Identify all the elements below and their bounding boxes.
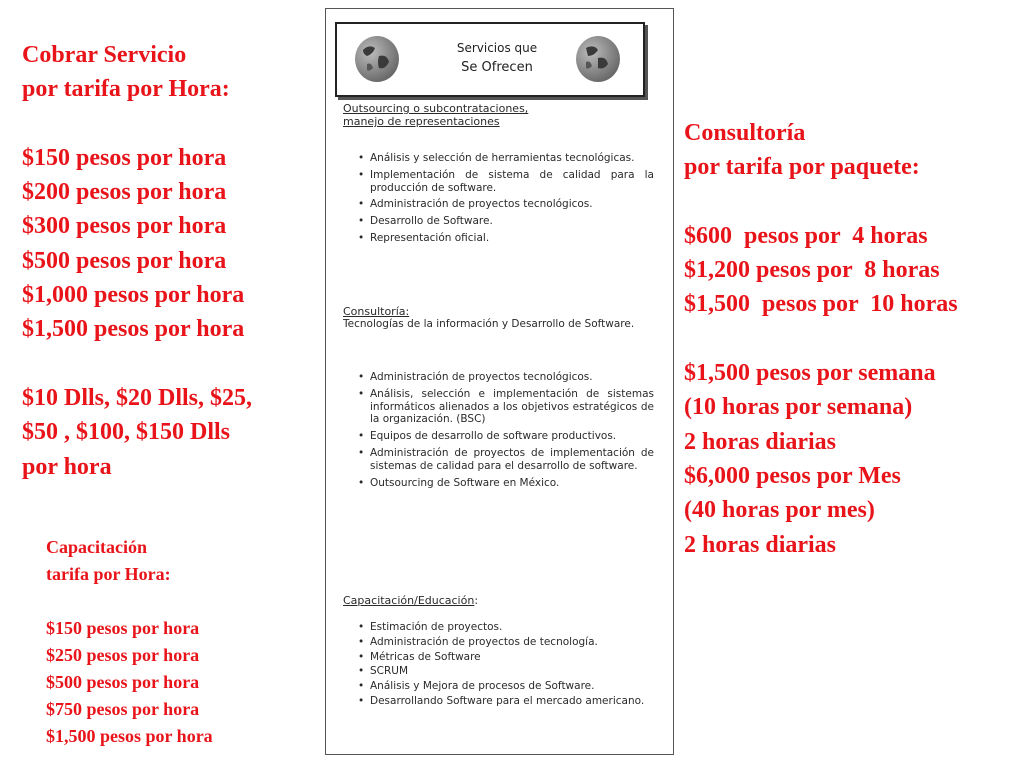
monthly-rate-line: 2 horas diarias xyxy=(684,531,837,558)
hourly-rate: $500 pesos por hora xyxy=(22,247,227,274)
capacitacion-section xyxy=(343,589,478,608)
package-rate: $1,200 pesos por 8 horas xyxy=(684,257,940,284)
training-rate: $250 pesos por hora xyxy=(46,645,200,665)
monthly-rate-line: (40 horas por mes) xyxy=(684,497,875,524)
dollar-rates-line: por hora xyxy=(22,453,112,480)
training-rate: $150 pesos por hora xyxy=(46,618,200,638)
list-item: • Administración de proyectos de tecnología. xyxy=(358,636,654,649)
hourly-rate: $1,000 pesos por hora xyxy=(22,282,245,309)
list-item: • Análisis, selección e implementación de sistemas informáticos alienados a los objetivos estratégicos de la organización. (BSC) xyxy=(358,388,654,426)
training-rate: $500 pesos por hora xyxy=(46,672,200,692)
brochure-title xyxy=(427,38,567,78)
hourly-rate: $1,500 pesos por hora xyxy=(22,316,245,343)
list-item: • SCRUM xyxy=(358,665,654,678)
list-item: • Administración de proyectos de implementación de sistemas de calidad para el desarrollo de software. xyxy=(358,447,654,473)
monthly-rate-line: $6,000 pesos por Mes xyxy=(684,462,901,489)
hourly-rate: $150 pesos por hora xyxy=(22,144,227,171)
capacitacion-heading: Capacitación/Educación xyxy=(343,594,475,607)
training-title: Capacitación xyxy=(46,537,147,557)
list-item: • Representación oficial. xyxy=(358,232,654,245)
list-item: • Equipos de desarrollo de software productivos. xyxy=(358,430,654,443)
consultoria-heading: Consultoría: xyxy=(343,305,410,318)
capacitacion-heading-colon: : xyxy=(474,594,479,607)
outsourcing-heading: manejo de representaciones xyxy=(343,115,500,128)
brochure-header xyxy=(335,22,645,97)
capacitacion-list xyxy=(358,621,654,710)
consulting-subtitle: por tarifa por paquete: xyxy=(684,154,920,181)
consultoria-list xyxy=(358,371,654,493)
list-item: • Administración de proyectos tecnológicos. xyxy=(358,198,654,211)
hourly-title: Cobrar Servicio xyxy=(22,42,187,68)
training-rate: $750 pesos por hora xyxy=(46,699,200,719)
consultoria-section xyxy=(343,305,653,331)
list-item: • Desarrollo de Software. xyxy=(358,215,654,228)
outsourcing-list xyxy=(358,152,654,249)
services-brochure xyxy=(325,8,674,755)
globe-icon xyxy=(576,36,620,82)
package-rate: $600 pesos por 4 horas xyxy=(684,222,928,249)
training-rates-block xyxy=(46,534,213,750)
hourly-rate: $300 pesos por hora xyxy=(22,213,227,240)
globe-icon xyxy=(355,36,399,82)
weekly-rate-line: 2 horas diarias xyxy=(684,428,837,455)
brochure-title-line: Servicios que xyxy=(456,41,538,55)
list-item: • Análisis y selección de herramientas tecnológicas. xyxy=(358,152,654,165)
list-item: • Métricas de Software xyxy=(358,651,654,664)
package-rate: $1,500 pesos por 10 horas xyxy=(684,291,958,318)
training-rate: $1,500 pesos por hora xyxy=(46,726,213,746)
consulting-title: Consultoría xyxy=(684,120,806,146)
list-item: • Implementación de sistema de calidad para la producción de software. xyxy=(358,169,654,195)
weekly-rate-line: $1,500 pesos por semana xyxy=(684,360,936,387)
outsourcing-section xyxy=(343,102,528,128)
consulting-rates-block xyxy=(684,116,958,562)
outsourcing-heading: Outsourcing o subcontrataciones, xyxy=(343,102,529,115)
weekly-rate-line: (10 horas por semana) xyxy=(684,394,913,421)
dollar-rates-line: $50 , $100, $150 Dlls xyxy=(22,419,231,446)
training-subtitle: tarifa por Hora: xyxy=(46,564,171,584)
list-item: • Administración de proyectos tecnológicos. xyxy=(358,371,654,384)
hourly-rates-block xyxy=(22,38,252,484)
dollar-rates-line: $10 Dlls, $20 Dlls, $25, xyxy=(22,384,253,411)
list-item: • Desarrollando Software para el mercado americano. xyxy=(358,695,654,708)
brochure-title-line: Se Ofrecen xyxy=(461,60,533,75)
list-item: • Estimación de proyectos. xyxy=(358,621,654,634)
consultoria-description: Tecnologías de la información y Desarrollo de Software. xyxy=(343,318,635,330)
hourly-subtitle: por tarifa por Hora: xyxy=(22,76,230,103)
hourly-rate: $200 pesos por hora xyxy=(22,179,227,206)
list-item: • Outsourcing de Software en México. xyxy=(358,477,654,490)
list-item: • Análisis y Mejora de procesos de Software. xyxy=(358,680,654,693)
